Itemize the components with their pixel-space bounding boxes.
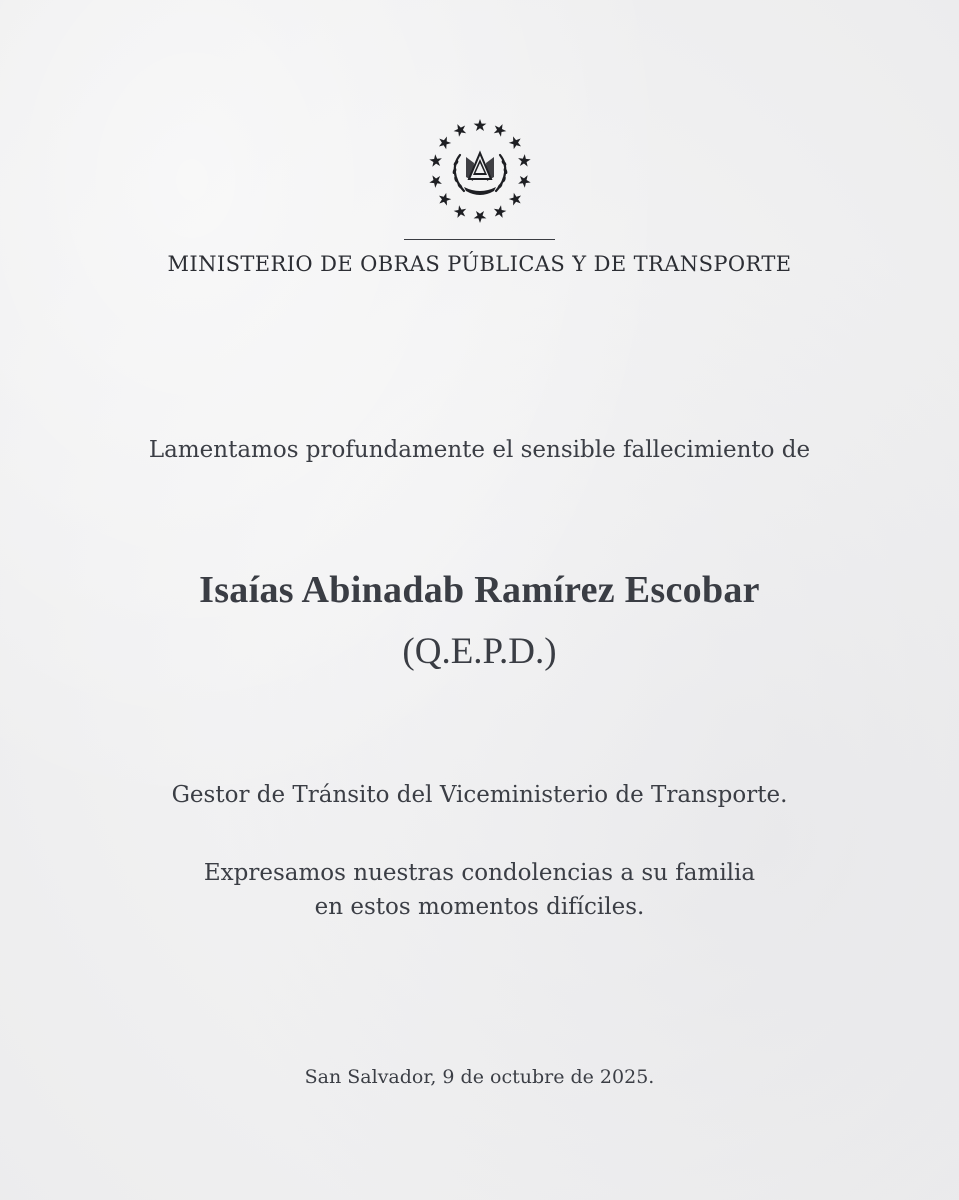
condolence-line-2: en estos momentos difíciles. (314, 894, 645, 920)
coat-of-arms-icon (426, 117, 534, 225)
ministry-name: MINISTERIO DE OBRAS PÚBLICAS Y DE TRANSPORTE (167, 252, 792, 276)
deceased-role: Gestor de Tránsito del Viceministerio de Transporte. (171, 782, 788, 808)
place-and-date: San Salvador, 9 de octubre de 2025. (304, 1066, 655, 1088)
deceased-name: Isaías Abinadab Ramírez Escobar (199, 569, 760, 611)
condolence-line-1: Expresamos nuestras condolencias a su familia (203, 860, 756, 886)
condolence-message (0, 856, 959, 924)
intro-text: Lamentamos profundamente el sensible fallecimiento de (148, 437, 811, 463)
header-divider (404, 239, 555, 240)
qepd-abbreviation: (Q.E.P.D.) (402, 631, 557, 672)
